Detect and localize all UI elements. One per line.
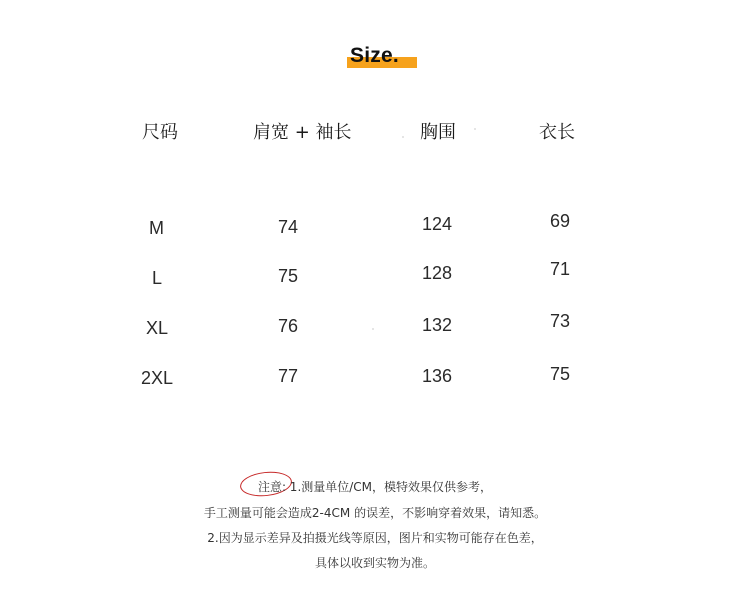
cell-shoulder-sleeve: 77 [278, 366, 299, 386]
cell-size: XL [146, 318, 169, 338]
cell-length: 69 [550, 211, 571, 231]
dust-speck [402, 136, 404, 138]
cell-chest: 132 [422, 315, 453, 335]
note-line-2: 手工测量可能会造成2-4CM 的误差，不影响穿着效果，请知悉。 [203, 506, 547, 520]
cell-shoulder-sleeve: 75 [278, 266, 299, 286]
size-title [347, 44, 419, 70]
dust-speck [372, 328, 374, 330]
note-line-1: 注意: 1.测量单位/CM，模特效果仅供参考， [257, 480, 493, 494]
cell-length: 71 [550, 259, 571, 279]
cell-chest: 136 [422, 366, 453, 386]
cell-size: 2XL [141, 368, 174, 388]
dust-speck [474, 128, 476, 130]
note-line-4: 具体以收到实物为准。 [314, 556, 435, 570]
cell-length: 73 [550, 311, 571, 331]
cell-chest: 128 [422, 263, 453, 283]
header-size: 尺码 [142, 122, 178, 143]
header-shoulder-sleeve: 肩宽 + 袖长 [253, 122, 352, 143]
cell-chest: 124 [422, 214, 453, 234]
header-length: 衣长 [539, 122, 575, 143]
cell-shoulder-sleeve: 74 [278, 217, 299, 237]
header-chest: 胸围 [420, 122, 456, 143]
cell-size: M [149, 218, 164, 238]
note-line-3: 2.因为显示差异及拍摄光线等原因，图片和实物可能存在色差， [207, 531, 543, 545]
title-text: Size. [350, 44, 399, 67]
cell-length: 75 [550, 364, 571, 384]
cell-shoulder-sleeve: 76 [278, 316, 299, 336]
cell-size: L [152, 268, 163, 288]
